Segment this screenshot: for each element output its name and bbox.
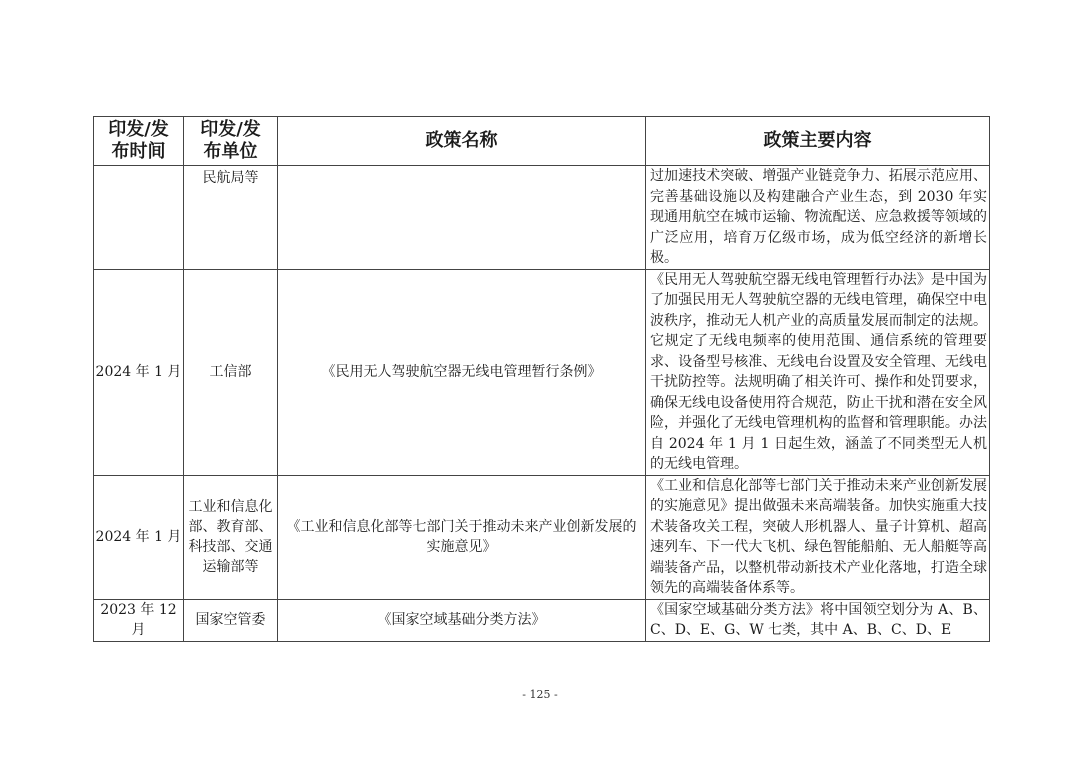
policy-table — [93, 116, 990, 642]
table-row — [94, 166, 990, 270]
row-unit: 工业和信息化部、教育部、科技部、交通运输部等 — [184, 475, 278, 599]
row-date: 2023 年 12 月 — [94, 599, 184, 641]
row-date: 2024 年 1 月 — [94, 269, 184, 475]
row-date — [94, 166, 184, 270]
row-policy-name: 《工业和信息化部等七部门关于推动未来产业创新发展的实施意见》 — [278, 475, 646, 599]
row-unit: 国家空管委 — [184, 599, 278, 641]
header-unit: 印发/发布单位 — [184, 117, 278, 166]
row-policy-content: 《工业和信息化部等七部门关于推动未来产业创新发展的实施意见》提出做强未来高端装备。加快实施重大技术装备攻关工程，突破人形机器人、量子计算机、超高速列车、下一代大飞机、绿色智能船舶、无人船艇等高端装备产品，以整机带动新技术产业化落地，打造全球领先的高端装备体系等。 — [646, 475, 990, 599]
row-policy-content: 《国家空域基础分类方法》将中国领空划分为 A、B、C、D、E、G、W 七类，其中 A、B、C、D、E — [646, 599, 990, 641]
table-row — [94, 269, 990, 475]
row-unit: 民航局等 — [184, 166, 278, 270]
row-policy-name: 《民用无人驾驶航空器无线电管理暂行条例》 — [278, 269, 646, 475]
table-header-row — [94, 117, 990, 166]
header-date: 印发/发布时间 — [94, 117, 184, 166]
row-date: 2024 年 1 月 — [94, 475, 184, 599]
row-policy-content: 《民用无人驾驶航空器无线电管理暂行办法》是中国为了加强民用无人驾驶航空器的无线电管理，确保空中电波秩序，推动无人机产业的高质量发展而制定的法规。它规定了无线电频率的使用范围、通信系统的管理要求、设备型号核准、无线电台设置及安全管理、无线电干扰防控等。法规明确了相关许可、操作和处罚要求，确保无线电设备使用符合规范，防止干扰和潜在安全风险，并强化了无线电管理机构的监督和管理职能。办法自 2024 年 1 月 1 日起生效，涵盖了不同类型无人机的无线电管理。 — [646, 269, 990, 475]
row-policy-name — [278, 166, 646, 270]
header-policy-name: 政策名称 — [278, 117, 646, 166]
table-row — [94, 475, 990, 599]
row-policy-content: 过加速技术突破、增强产业链竞争力、拓展示范应用、完善基础设施以及构建融合产业生态，到 2030 年实现通用航空在城市运输、物流配送、应急救援等领域的广泛应用，培育万亿级市场，成为低空经济的新增长极。 — [646, 166, 990, 270]
row-unit: 工信部 — [184, 269, 278, 475]
page-number: - 125 - — [522, 688, 558, 701]
table-row — [94, 599, 990, 641]
header-policy-content: 政策主要内容 — [646, 117, 990, 166]
row-policy-name: 《国家空域基础分类方法》 — [278, 599, 646, 641]
